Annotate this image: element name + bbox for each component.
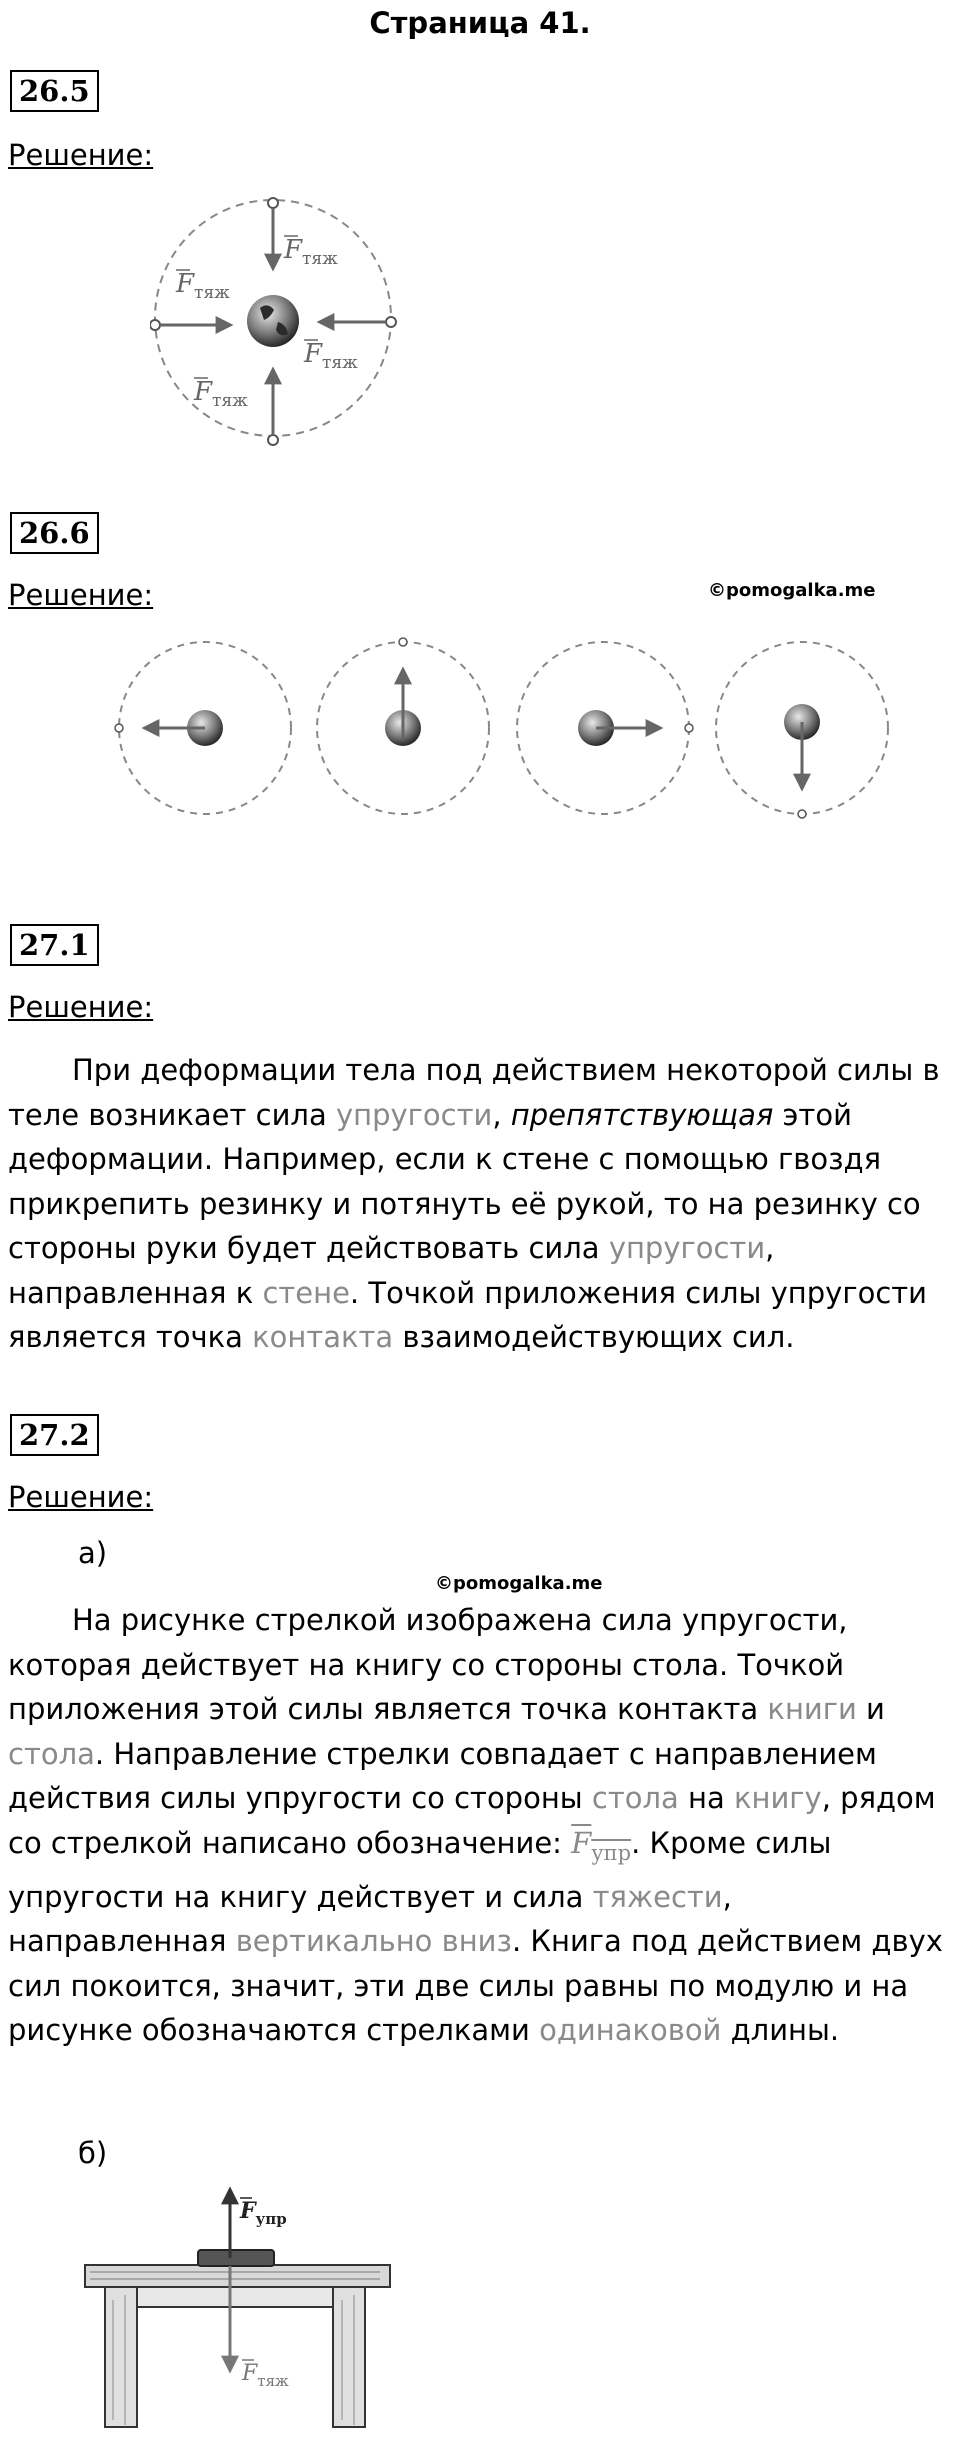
label-left: $F_{тяж}$ (176, 269, 230, 303)
subpart-b-label: б) (78, 2136, 108, 2170)
figure-book-on-table (80, 2180, 400, 2430)
problem-number-26-5: 26.5 (10, 70, 99, 112)
solution-label: Решение: (8, 1480, 154, 1514)
watermark: ©pomogalka.me (708, 580, 876, 601)
table-leg-left (105, 2287, 137, 2427)
label-bottom: $F_{тяж}$ (194, 377, 248, 411)
label-gravity-force: $F_{тяж}$ (242, 2361, 289, 2390)
earth-globe (247, 295, 299, 347)
table-top (85, 2265, 390, 2287)
solution-label: Решение: (8, 990, 154, 1024)
problem-number-27-1: 27.1 (10, 924, 99, 966)
force-notation: $F_{упр}$ (571, 1825, 632, 1865)
label-elastic-force: $F_{упр}$ (240, 2198, 287, 2228)
page-title: Страница 41. (369, 6, 591, 40)
point-right (386, 317, 396, 327)
solution-label: Решение: (8, 138, 154, 172)
point-left (150, 320, 160, 330)
solution-text-27-2: На рисунке стрелкой изображена сила упругости, которая действует на книгу со стороны стола. Точкой приложения этой силы является точка контакта книги и стола. Направление стрелки совпадает с направлением действия силы упругости со стороны стола на книгу, рядом со стрелкой написано обозначение: $F_{упр}$. Кроме силы упругости на книгу действует и сила тяжести, направленная вертикально вниз. Книга под действием двух сил покоится, значит, эти две силы равны по модулю и на рисунке обозначаются стрелками одинаковой длины. (8, 1603, 943, 2048)
circle-3 (517, 642, 693, 814)
circle-4 (716, 642, 888, 818)
problem-number-26-6: 26.6 (10, 512, 99, 554)
problem-number-27-2: 27.2 (10, 1414, 99, 1456)
figure-gravity-circle (150, 190, 460, 480)
label-top: $F_{тяж}$ (284, 235, 338, 269)
point-bottom (268, 435, 278, 445)
point-top (268, 198, 278, 208)
book (198, 2250, 274, 2266)
solution-label: Решение: (8, 578, 154, 612)
watermark: ©pomogalka.me (435, 1573, 603, 1594)
circle-1 (115, 642, 291, 814)
solution-text-27-1: При деформации тела под действием некоторой силы в теле возникает сила упругости, препятствующая этой деформации. Например, если к стене с помощью гвоздя прикрепить резинку и потянуть её рукой, то на резинку со стороны руки будет действовать сила упругости, направленная к стене. Точкой приложения силы упругости является точка контакта взаимодействующих сил. (8, 1053, 940, 1354)
figure-four-circles (100, 630, 930, 840)
table-rail (137, 2287, 333, 2307)
circle-2 (317, 638, 489, 814)
label-right: $F_{тяж}$ (304, 339, 358, 373)
table-leg-right (333, 2287, 365, 2427)
subpart-a-label: а) (78, 1536, 108, 1570)
